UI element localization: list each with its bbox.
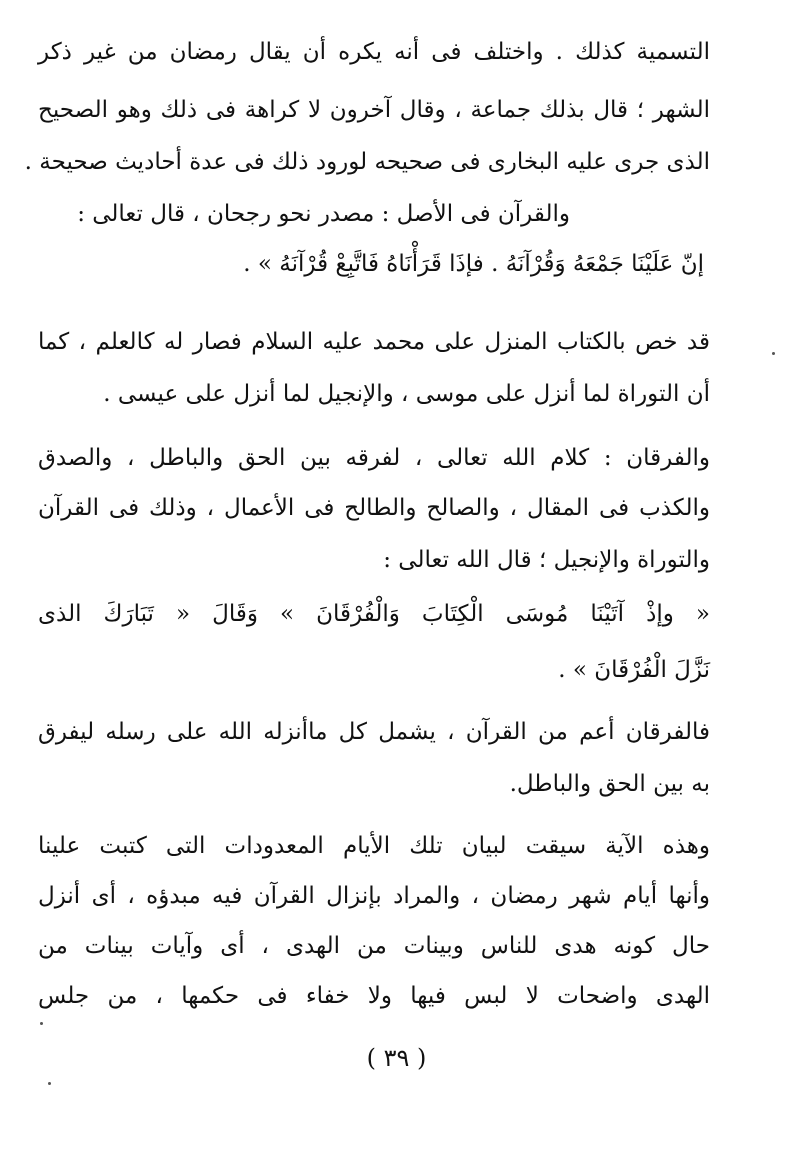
text-line: التسمية كذلك . واختلف فى أنه يكره أن يقال رمضان من غير ذكر [38, 39, 710, 65]
text-line: والتوراة والإنجيل ؛ قال الله تعالى : [383, 547, 710, 573]
page-text [24, 18, 710, 1018]
text-line: قد خص بالكتاب المنزل على محمد عليه السلام فصار له كالعلم ، كما [38, 329, 710, 355]
quran-verse-line: « وإذْ آتَيْنَا مُوسَى الْكِتَابَ وَالْفُرْقَانَ » وَقَالَ « تَبَارَكَ الذى [38, 601, 710, 627]
text-line: الشهر ؛ قال بذلك جماعة ، وقال آخرون لا كراهة فى ذلك وهو الصحيح [38, 97, 710, 123]
text-line: الذى جرى عليه البخارى فى صحيحه لورود ذلك فى عدة أحاديث صحيحة . [24, 149, 710, 175]
scan-speck [48, 1082, 51, 1085]
text-line: وأنها أيام شهر رمضان ، والمراد بإنزال القرآن فيه مبدؤه ، أى أنزل [38, 883, 710, 909]
scan-speck [772, 352, 775, 355]
text-line: والفرقان : كلام الله تعالى ، لفرقه بين الحق والباطل ، والصدق [38, 445, 710, 471]
text-line: وهذه الآية سيقت لبيان تلك الأيام المعدودات التى كتبت علينا [38, 833, 710, 859]
text-line: الهدى واضحات لا لبس فيها ولا خفاء فى حكمها ، من جلس [38, 983, 710, 1009]
text-line: به بين الحق والباطل. [509, 771, 710, 797]
text-line: حال كونه هدى للناس وبينات من الهدى ، أى وآيات بينات من [38, 933, 710, 959]
text-line: فالفرقان أعم من القرآن ، يشمل كل ماأنزله الله على رسله ليفرق [38, 719, 710, 745]
text-line: والكذب فى المقال ، والصالح والطالح فى الأعمال ، وذلك فى القرآن [38, 495, 710, 521]
scan-speck [40, 1022, 43, 1025]
quran-verse-line: إنّ عَلَيْنَا جَمْعَهُ وَقُرْآنَهُ . فإذَا قَرَأْنَاهُ فَاتَّبِعْ قُرْآنَهُ » . [243, 251, 704, 277]
page-number: ( ٣٩ ) [366, 1044, 427, 1072]
quran-verse-line: نَزَّلَ الْفُرْقَانَ » . [558, 657, 710, 683]
text-line: والقرآن فى الأصل : مصدر نحو رجحان ، قال تعالى : [77, 201, 570, 227]
text-line: أن التوراة لما أنزل على موسى ، والإنجيل لما أنزل على عيسى . [103, 381, 710, 407]
